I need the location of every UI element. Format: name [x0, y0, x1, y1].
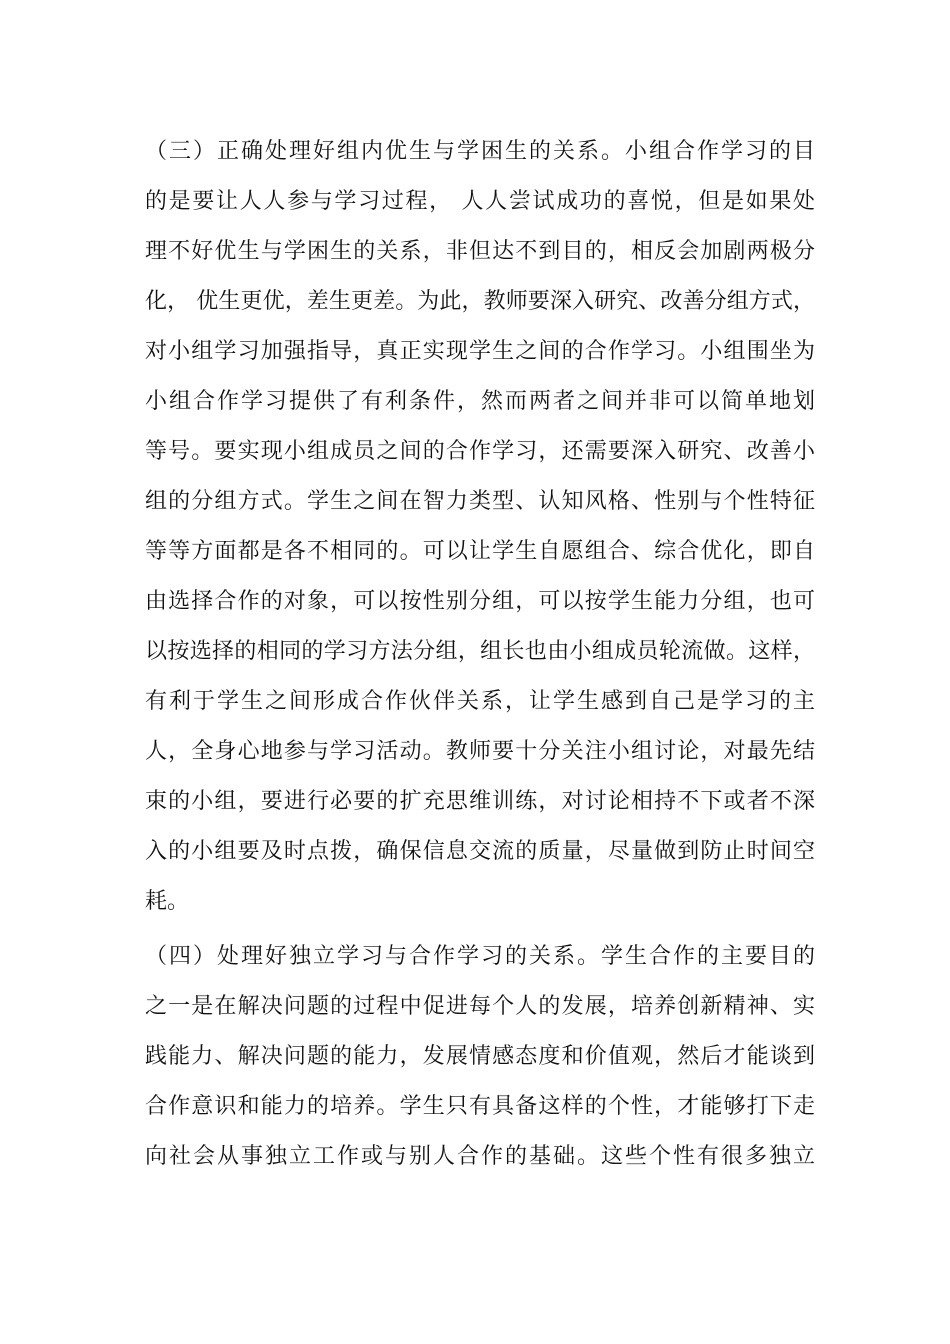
paragraph-line: 之一是在解决问题的过程中促进每个人的发展，培养创新精神、实 — [145, 994, 815, 1019]
paragraph-line: 由选择合作的对象，可以按性别分组，可以按学生能力分组，也可 — [145, 589, 815, 614]
paragraph-line: 有利于学生之间形成合作伙伴关系，让学生感到自己是学习的主 — [145, 689, 815, 714]
paragraph-line: （三）正确处理好组内优生与学困生的关系。小组合作学习的目 — [145, 139, 815, 164]
paragraph-line: 等等方面都是各不相同的。可以让学生自愿组合、综合优化，即自 — [145, 539, 815, 564]
paragraph-line: 合作意识和能力的培养。学生只有具备这样的个性，才能够打下走 — [145, 1094, 815, 1119]
paragraph-line: 小组合作学习提供了有利条件，然而两者之间并非可以简单地划 — [145, 389, 815, 414]
paragraph-line: 束的小组，要进行必要的扩充思维训练，对讨论相持不下或者不深 — [145, 789, 815, 814]
paragraph-line: 的是要让人人参与学习过程， 人人尝试成功的喜悦，但是如果处 — [145, 189, 815, 214]
paragraph-line: 等号。要实现小组成员之间的合作学习，还需要深入研究、改善小 — [145, 439, 815, 464]
paragraph-line: 人，全身心地参与学习活动。教师要十分关注小组讨论，对最先结 — [145, 739, 815, 764]
paragraph-line: 践能力、解决问题的能力，发展情感态度和价值观，然后才能谈到 — [145, 1044, 815, 1069]
paragraph-line: 入的小组要及时点拨，确保信息交流的质量，尽量做到防止时间空 — [145, 839, 815, 864]
paragraph-line: 化， 优生更优，差生更差。为此，教师要深入研究、改善分组方式， — [145, 289, 815, 314]
paragraph-line: 向社会从事独立工作或与别人合作的基础。这些个性有很多独立 — [145, 1144, 815, 1169]
paragraph-line: 对小组学习加强指导，真正实现学生之间的合作学习。小组围坐为 — [145, 339, 815, 364]
paragraph-line: 理不好优生与学困生的关系，非但达不到目的，相反会加剧两极分 — [145, 239, 815, 264]
paragraph-line: 组的分组方式。学生之间在智力类型、认知风格、性别与个性特征 — [145, 489, 815, 514]
paragraph-line: 耗。 — [145, 889, 190, 914]
paragraph-line: （四）处理好独立学习与合作学习的关系。学生合作的主要目的 — [145, 944, 815, 969]
paragraph-line: 以按选择的相同的学习方法分组，组长也由小组成员轮流做。这样， — [145, 639, 815, 664]
